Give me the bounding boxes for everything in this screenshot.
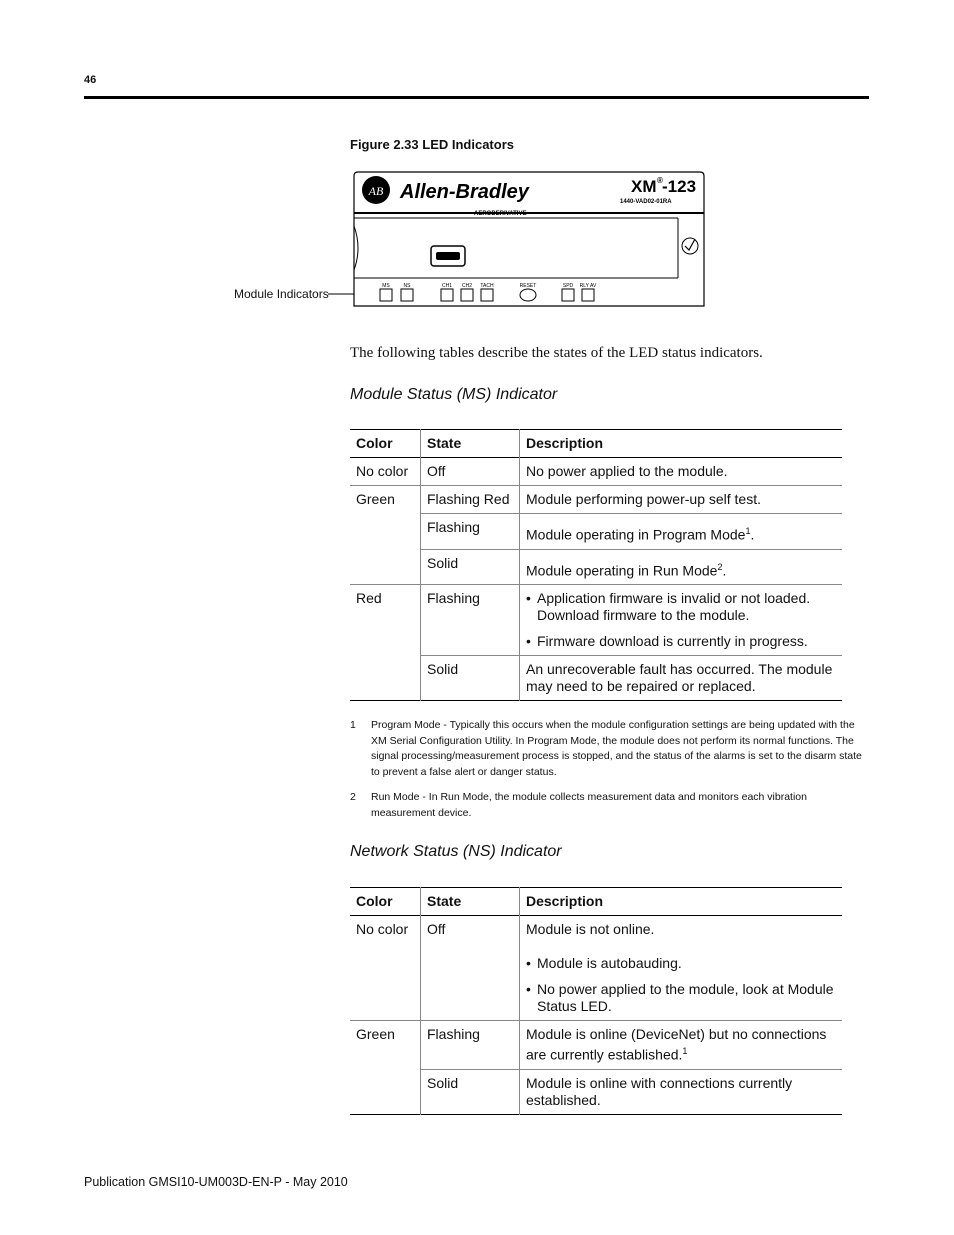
- cell-description: [520, 549, 843, 585]
- cell-color: No color: [350, 458, 421, 486]
- footnote-number: 1: [350, 719, 356, 731]
- figure-caption: Figure 2.33 LED Indicators: [350, 137, 514, 152]
- cell-description: [520, 514, 843, 550]
- led-label: RESET: [519, 283, 537, 289]
- ms-status-table: [350, 429, 842, 701]
- reset-button: [520, 289, 536, 301]
- led-indicator: [401, 289, 413, 301]
- description-text: Module is online (DeviceNet) but no connections are currently established.: [526, 1026, 827, 1063]
- footnotes: [350, 718, 870, 831]
- led-label: NS: [403, 283, 411, 289]
- header-color: Color: [350, 430, 421, 458]
- cell-state: Flashing: [421, 1021, 520, 1070]
- led-indicator: [562, 289, 574, 301]
- bullet-item: • Firmware download is currently in progress.: [526, 633, 808, 650]
- table-header-row: [350, 430, 842, 458]
- bullet-item: • Application firmware is invalid or not loaded. Download firmware to the module.: [526, 590, 836, 624]
- table-row: [350, 1021, 842, 1070]
- header-color: Color: [350, 888, 421, 916]
- table-row: [350, 458, 842, 486]
- bullet-text: No power applied to the module, look at Module Status LED.: [537, 981, 834, 1014]
- table-row: [350, 585, 842, 656]
- cell-description: Module performing power-up self test.: [526, 491, 761, 507]
- registered-mark: ®: [657, 176, 663, 185]
- bullet-item: • No power applied to the module, look at Module Status LED.: [526, 981, 836, 1015]
- ms-section-title: Module Status (MS) Indicator: [350, 386, 558, 403]
- check-icon: [682, 238, 698, 254]
- cell-description: [520, 1021, 843, 1070]
- table-row: [350, 486, 842, 514]
- table-row: [350, 656, 842, 701]
- cell-description: Module is online with connections currently established.: [526, 1074, 793, 1108]
- cell-description: [520, 585, 843, 656]
- cell-state: Flashing: [421, 514, 520, 550]
- footnote-number: 2: [350, 791, 356, 803]
- publication-footer: Publication GMSI10-UM003D-EN-P - May 2010: [84, 1175, 348, 1189]
- led-indicator: [481, 289, 493, 301]
- cell-description: An unrecoverable fault has occurred. The module may need to be repaired or replaced.: [526, 661, 833, 695]
- led-label: RLY AV: [579, 283, 597, 289]
- svg-text:AB: AB: [368, 184, 384, 198]
- bullet-item: • Module is autobauding.: [526, 955, 682, 971]
- table-row: [350, 1069, 842, 1114]
- header-state: State: [421, 888, 520, 916]
- bullet-text: Firmware download is currently in progress.: [537, 633, 808, 650]
- bullet-text: Module is autobauding.: [537, 955, 682, 971]
- cell-state: Solid: [421, 656, 520, 701]
- product-suffix: -123: [662, 177, 697, 196]
- led-label: MS: [382, 283, 390, 289]
- cell-state: Flashing: [421, 585, 520, 656]
- table-row: [350, 916, 842, 1021]
- table-row: [350, 514, 842, 550]
- description-tail: .: [722, 562, 727, 579]
- led-label: CH2: [461, 283, 473, 289]
- description-text: Module operating in Run Mode: [526, 562, 718, 579]
- intro-text: The following tables describe the states of the LED status indicators.: [350, 345, 763, 361]
- led-label: SPD: [562, 283, 574, 289]
- table-row: [350, 549, 842, 585]
- footnote-text: Program Mode - Typically this occurs when the module configuration settings are being updated with the XM Serial Configuration Utility. In Program Mode, the module does not perform its normal functions. The signal processing/measurement process is stopped, and the status of the alarms is set to the disarm state to prevent a false alert or danger status.: [371, 719, 862, 778]
- cell-state: Flashing Red: [421, 486, 520, 514]
- cell-color: Green: [350, 1021, 421, 1115]
- product-name: XM: [631, 177, 657, 196]
- cell-state: Off: [421, 458, 520, 486]
- ns-status-table: [350, 887, 842, 1115]
- cell-color: No color: [350, 916, 421, 1021]
- led-indicator: [441, 289, 453, 301]
- ns-section-title: Network Status (NS) Indicator: [350, 843, 562, 860]
- led-label: CH1: [441, 283, 453, 289]
- cell-state: Solid: [421, 1069, 520, 1114]
- cell-description: [520, 916, 843, 1021]
- cell-state: Solid: [421, 549, 520, 585]
- description-tail: .: [750, 526, 755, 543]
- header-description: Description: [526, 893, 604, 909]
- footnote: [350, 790, 870, 821]
- cell-description: No power applied to the module.: [526, 463, 728, 479]
- led-indicator: [461, 289, 473, 301]
- bullet-text: Application firmware is invalid or not loaded. Download firmware to the module.: [537, 590, 811, 624]
- led-indicators-figure: [230, 168, 710, 313]
- footnote: [350, 718, 870, 780]
- module-indicators-callout: Module Indicators: [234, 287, 329, 301]
- led-indicator: [380, 289, 392, 301]
- cell-state: Off: [421, 916, 520, 1021]
- cell-color: Red: [350, 585, 421, 701]
- model-number: 1440-VAD02-01RA: [620, 199, 672, 205]
- footnote-ref: 2: [717, 561, 723, 572]
- brand-name: Allen-Bradley: [400, 181, 529, 203]
- footnote-ref: 1: [745, 526, 751, 536]
- header-description: Description: [526, 435, 604, 451]
- description-text: Module operating in Program Mode: [526, 526, 746, 543]
- page-number: 46: [84, 74, 97, 86]
- header-rule: [84, 96, 869, 99]
- table-header-row: [350, 888, 842, 916]
- cell-color: Green: [350, 486, 421, 585]
- footnote-text: Run Mode - In Run Mode, the module collects measurement data and monitors each vibration measurement device.: [371, 791, 807, 819]
- module-subtitle: AERODERIVATIVE: [474, 211, 527, 217]
- header-state: State: [421, 430, 520, 458]
- led-label: TACH: [480, 283, 494, 289]
- footnote-ref: 1: [682, 1046, 688, 1056]
- led-indicator: [582, 289, 594, 301]
- description-text: Module is not online.: [526, 921, 655, 937]
